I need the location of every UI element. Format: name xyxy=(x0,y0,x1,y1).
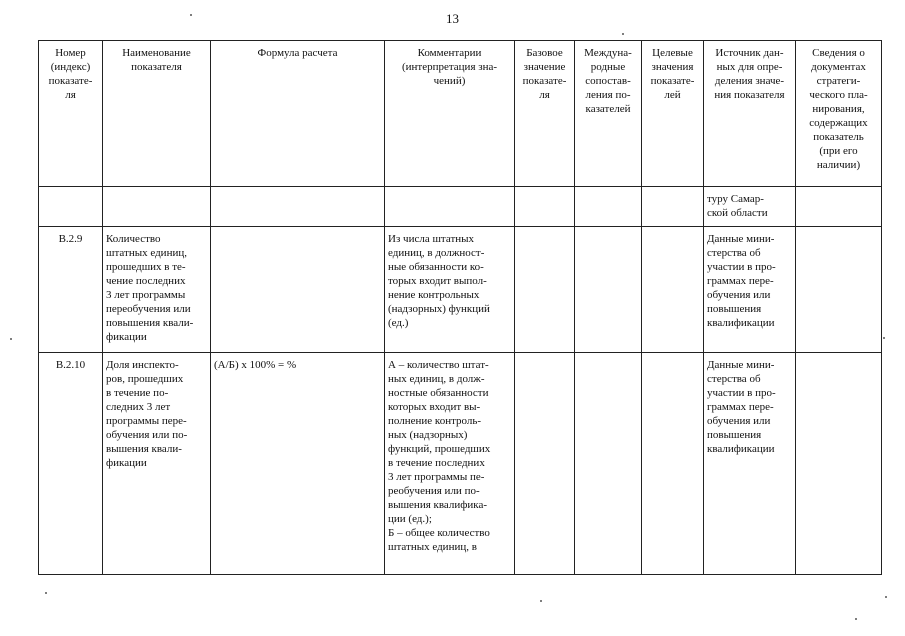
cell-formula xyxy=(211,187,385,227)
cell-docs xyxy=(796,227,882,353)
cell-formula: (А/Б) x 100% = % xyxy=(211,353,385,575)
table-header-row xyxy=(39,41,882,187)
cell-source: туру Самар- ской области xyxy=(704,187,796,227)
cell-index: В.2.10 xyxy=(39,353,103,575)
scan-speck xyxy=(190,14,192,16)
header-base-value: Базовое значение показате- ля xyxy=(515,41,575,187)
cell-docs xyxy=(796,187,882,227)
cell-target xyxy=(642,353,704,575)
cell-target xyxy=(642,187,704,227)
cell-base xyxy=(515,187,575,227)
cell-name xyxy=(103,187,211,227)
scan-speck xyxy=(622,33,624,35)
header-strategic-docs: Сведения о документах стратеги- ческого пла- нирования, содержащих показатель (при его наличии) xyxy=(796,41,882,187)
header-comment: Комментарии (интерпретация зна- чений) xyxy=(385,41,515,187)
cell-intl xyxy=(575,227,642,353)
table-row-continuation xyxy=(39,187,882,227)
header-international: Междуна- родные сопостав- ления по- казателей xyxy=(575,41,642,187)
indicator-table-wrapper xyxy=(38,40,882,575)
cell-formula xyxy=(211,227,385,353)
scan-speck xyxy=(885,596,887,598)
header-name: Наименование показателя xyxy=(103,41,211,187)
table-row xyxy=(39,353,882,575)
cell-comment: А – количество штат- ных единиц, в долж- ностные обязанности которых входит вы- полнение контроль- ных (надзорных) функций, прошедших в течение последних 3 лет программы пе- реобучения или по- вышения квалифика- ции (ед.); Б – общее количество штатных единиц, в xyxy=(385,353,515,575)
cell-target xyxy=(642,227,704,353)
header-data-source: Источник дан- ных для опре- деления значе- ния показателя xyxy=(704,41,796,187)
header-index: Номер (индекс) показате- ля xyxy=(39,41,103,187)
page-number: 13 xyxy=(446,11,459,26)
scan-speck xyxy=(540,600,542,602)
indicator-table xyxy=(38,40,882,575)
cell-intl xyxy=(575,187,642,227)
header-target-values: Целевые значения показате- лей xyxy=(642,41,704,187)
scan-speck xyxy=(883,337,885,339)
cell-comment: Из числа штатных единиц, в должност- ные обязанности ко- торых входит выпол- нение контрольных (надзорных) функций (ед.) xyxy=(385,227,515,353)
cell-index: В.2.9 xyxy=(39,227,103,353)
scan-speck xyxy=(10,338,12,340)
cell-base xyxy=(515,353,575,575)
cell-intl xyxy=(575,353,642,575)
scan-speck xyxy=(45,592,47,594)
cell-docs xyxy=(796,353,882,575)
header-formula: Формула расчета xyxy=(211,41,385,187)
cell-index xyxy=(39,187,103,227)
scan-speck xyxy=(855,618,857,620)
cell-source: Данные мини- стерства об участии в про- граммах пере- обучения или повышения квалификации xyxy=(704,353,796,575)
cell-name: Доля инспекто- ров, прошедших в течение по- следних 3 лет программы пере- обучения или по- вышения квали- фикации xyxy=(103,353,211,575)
cell-base xyxy=(515,227,575,353)
cell-comment xyxy=(385,187,515,227)
cell-source: Данные мини- стерства об участии в про- граммах пере- обучения или повышения квалификации xyxy=(704,227,796,353)
table-row xyxy=(39,227,882,353)
cell-name: Количество штатных единиц, прошедших в те- чение последних 3 лет программы переобучения или повышения квали- фикации xyxy=(103,227,211,353)
